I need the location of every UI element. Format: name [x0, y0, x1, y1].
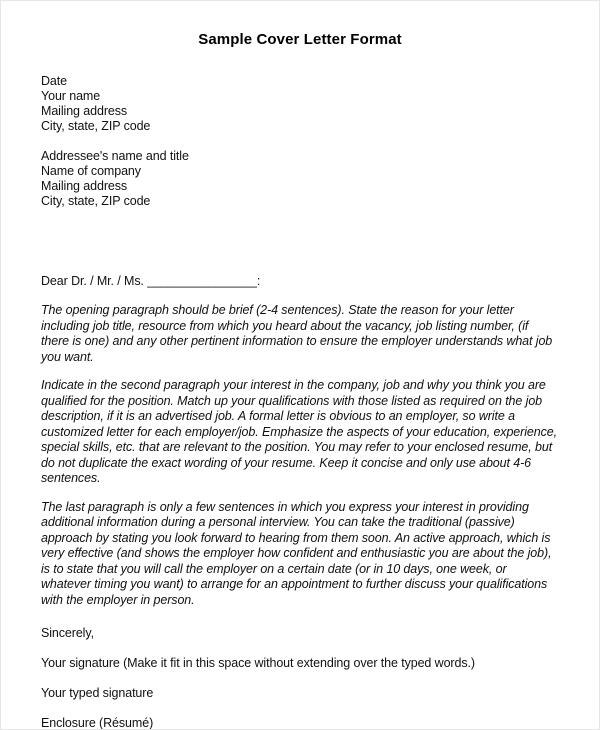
signature-note-line: Your signature (Make it fit in this space without extending over the typed words.) — [41, 656, 475, 670]
addressee-name-title-line: Addressee's name and title — [41, 149, 189, 163]
opening-paragraph: The opening paragraph should be brief (2-4 sentences). State the reason for your letter including job title, resource from which you heard about the vacancy, job listing number, (if there is one) and any other pertinent information to ensure the employer understands what job you want. — [41, 303, 553, 364]
addressee-mailing-address-line: Mailing address — [41, 179, 128, 193]
last-paragraph: The last paragraph is only a few sentences in which you express your interest in providing additional information during a personal interview. You can take the traditional (passive) approach by stating you look forward to hearing from them soon. An active approach, which is very effective (and shows the employer how confident and enthusiastic you are about the job), is to state that you will call the employer on a certain date (or in 10 days, one week, or whatever timing you want) to arrange for an appointment to further discuss your qualifications with the employer in person. — [41, 499, 552, 607]
sender-date-line: Date — [41, 74, 68, 88]
salutation-line: Dear Dr. / Mr. / Ms. ________________: — [41, 274, 261, 288]
addressee-company-line: Name of company — [41, 164, 141, 178]
sender-city-state-zip-line: City, state, ZIP code — [41, 119, 151, 133]
closing-block — [41, 626, 559, 730]
addressee-block — [41, 149, 559, 209]
typed-signature-line: Your typed signature — [41, 686, 154, 700]
addressee-city-state-zip-line: City, state, ZIP code — [41, 194, 151, 208]
sender-block — [41, 74, 559, 134]
page-title: Sample Cover Letter Format — [198, 31, 402, 48]
sender-mailing-address-line: Mailing address — [41, 104, 128, 118]
second-paragraph: Indicate in the second paragraph your interest in the company, job and why you think you are qualified for the position. Match up your qualifications with those listed as required on the job description, if it is an advertised job. A formal letter is obvious to an employer, so write a customized letter for each employer/job. Emphasize the aspects of your education, experience, special skills, etc. that are relevant to the position. You may refer to your enclosed resume, but do not duplicate the exact wording of your resume. Keep it concise and only use about 4-6 sentences. — [41, 378, 557, 485]
enclosure-line: Enclosure (Résumé) — [41, 716, 154, 730]
sincerely-line: Sincerely, — [41, 626, 94, 640]
sender-name-line: Your name — [41, 89, 101, 103]
